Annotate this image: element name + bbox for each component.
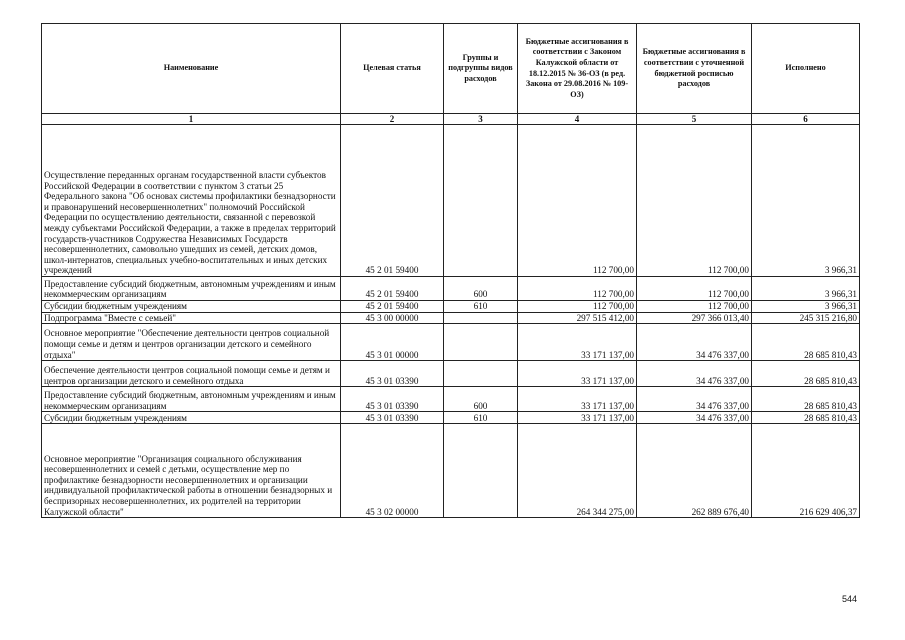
column-number-row [42, 114, 860, 125]
row-name: Основное мероприятие "Обеспечение деятельности центров социальной помощи семье и детям и центров организации детского и семейного отдыха" [42, 324, 341, 361]
row-executed: 3 966,31 [752, 277, 860, 301]
row-target: 45 2 01 59400 [341, 301, 444, 313]
row-target: 45 2 01 59400 [341, 277, 444, 301]
table-row [42, 387, 860, 412]
page-number: 544 [842, 594, 858, 604]
row-target: 45 3 01 03390 [341, 412, 444, 424]
row-executed: 28 685 810,43 [752, 361, 860, 387]
row-name: Обеспечение деятельности центров социальной помощи семье и детям и центров организации детского и семейного отдыха [42, 361, 341, 387]
row-group [444, 125, 518, 277]
row-name: Субсидии бюджетным учреждениям [42, 301, 341, 313]
table-row [42, 312, 860, 324]
header-group: Группы и подгруппы видов расходов [444, 24, 518, 114]
table-row [42, 424, 860, 518]
row-name: Подпрограмма "Вместе с семьей" [42, 312, 341, 324]
table-row [42, 125, 860, 277]
row-target: 45 3 01 00000 [341, 324, 444, 361]
row-group: 600 [444, 387, 518, 412]
header-approved: Бюджетные ассигнования в соответствии с Законом Калужской области от 18.12.2015 № 36-ОЗ (в ред. Закона от 29.08.2016 № 109-ОЗ) [518, 24, 637, 114]
row-executed: 28 685 810,43 [752, 412, 860, 424]
row-revised: 112 700,00 [637, 301, 752, 313]
row-revised: 34 476 337,00 [637, 387, 752, 412]
row-approved: 264 344 275,00 [518, 424, 637, 518]
budget-table [41, 23, 860, 518]
row-group [444, 424, 518, 518]
row-approved: 33 171 137,00 [518, 361, 637, 387]
column-number: 3 [444, 114, 518, 125]
row-revised: 112 700,00 [637, 277, 752, 301]
column-number: 2 [341, 114, 444, 125]
row-target: 45 3 02 00000 [341, 424, 444, 518]
row-revised: 112 700,00 [637, 125, 752, 277]
row-revised: 297 366 013,40 [637, 312, 752, 324]
row-approved: 297 515 412,00 [518, 312, 637, 324]
row-group [444, 361, 518, 387]
row-name: Предоставление субсидий бюджетным, автономным учреждениям и иным некоммерческим организациям [42, 387, 341, 412]
row-approved: 33 171 137,00 [518, 387, 637, 412]
row-name: Предоставление субсидий бюджетным, автономным учреждениям и иным некоммерческим организациям [42, 277, 341, 301]
row-name: Субсидии бюджетным учреждениям [42, 412, 341, 424]
row-executed: 3 966,31 [752, 301, 860, 313]
row-group [444, 312, 518, 324]
row-target: 45 2 01 59400 [341, 125, 444, 277]
row-group: 610 [444, 301, 518, 313]
row-approved: 112 700,00 [518, 125, 637, 277]
column-number: 4 [518, 114, 637, 125]
row-name: Осуществление переданных органам государственной власти субъектов Российской Федерации в соответствии с пунктом 3 статьи 25 Федерального закона "Об основах системы профилактики безнадзорности и правонарушений несовершеннолетних" полномочий Российской Федерации по осуществлению деятельности, связанной с перевозкой между субъектами Российской Федерации, а также в пределах территорий государств-участников Содружества Независимых Государств несовершеннолетних, самовольно ушедших из семей, детских домов, школ-интернатов, специальных учебно-воспитательных и иных детских учреждений [42, 125, 341, 277]
row-target: 45 3 01 03390 [341, 387, 444, 412]
row-revised: 34 476 337,00 [637, 361, 752, 387]
row-executed: 245 315 216,80 [752, 312, 860, 324]
row-executed: 28 685 810,43 [752, 387, 860, 412]
column-number: 1 [42, 114, 341, 125]
table-row [42, 324, 860, 361]
column-number: 6 [752, 114, 860, 125]
row-group [444, 324, 518, 361]
table-row [42, 361, 860, 387]
header-target: Целевая статья [341, 24, 444, 114]
row-approved: 33 171 137,00 [518, 412, 637, 424]
row-approved: 112 700,00 [518, 277, 637, 301]
row-target: 45 3 00 00000 [341, 312, 444, 324]
table-row [42, 412, 860, 424]
table-row [42, 301, 860, 313]
row-revised: 34 476 337,00 [637, 412, 752, 424]
row-executed: 216 629 406,37 [752, 424, 860, 518]
header-revised: Бюджетные ассигнования в соответствии с уточненной бюджетной росписью расходов [637, 24, 752, 114]
header-row [42, 24, 860, 114]
row-name: Основное мероприятие "Организация социального обслуживания несовершеннолетних и семей с детьми, осуществление мер по профилактике безнадзорности несовершеннолетних и организации индивидуальной профилактической работы в отношении безнадзорных и беспризорных несовершеннолетних, их родителей на территории Калужской области" [42, 424, 341, 518]
header-name: Наименование [42, 24, 341, 114]
row-target: 45 3 01 03390 [341, 361, 444, 387]
row-group: 610 [444, 412, 518, 424]
row-approved: 112 700,00 [518, 301, 637, 313]
row-executed: 3 966,31 [752, 125, 860, 277]
header-executed: Исполнено [752, 24, 860, 114]
row-revised: 262 889 676,40 [637, 424, 752, 518]
column-number: 5 [637, 114, 752, 125]
row-approved: 33 171 137,00 [518, 324, 637, 361]
table-row [42, 277, 860, 301]
row-revised: 34 476 337,00 [637, 324, 752, 361]
row-group: 600 [444, 277, 518, 301]
row-executed: 28 685 810,43 [752, 324, 860, 361]
